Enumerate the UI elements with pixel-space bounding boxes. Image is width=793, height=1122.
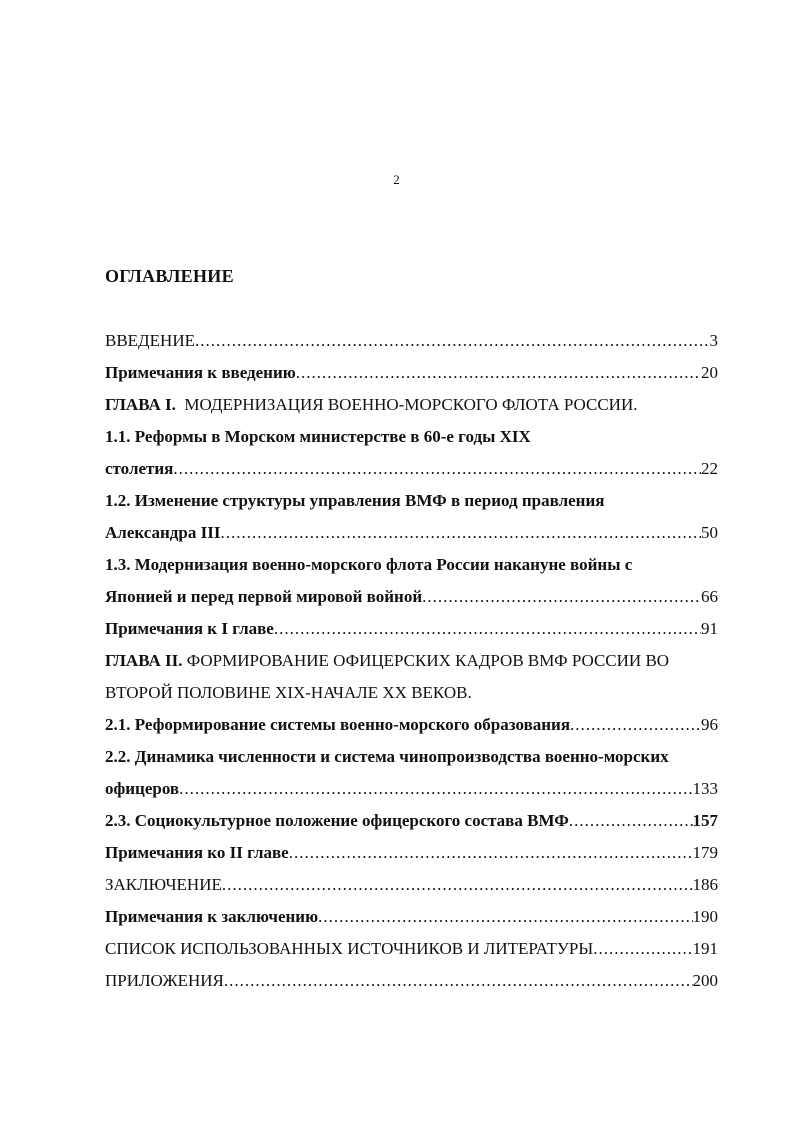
toc-entry-page: 190	[692, 907, 718, 926]
toc-entry-text: 2.2. Динамика численности и система чинопроизводства военно-морских	[105, 747, 669, 766]
toc-entry-page: 157	[692, 811, 718, 830]
toc-entry-intro	[105, 330, 718, 351]
toc-entry-appendices	[105, 970, 718, 991]
toc-entry-intro-notes	[105, 362, 718, 383]
toc-entry-text: ЗАКЛЮЧЕНИЕ	[105, 875, 222, 894]
toc-entry-page: 66	[701, 587, 718, 606]
toc-entry-page: 96	[701, 715, 718, 734]
dot-leader	[173, 458, 701, 479]
toc-entry-1-2-title	[105, 490, 718, 511]
dot-leader	[422, 586, 701, 607]
chapter-label: ГЛАВА II.	[105, 651, 183, 670]
toc-entry-2-1	[105, 714, 718, 735]
toc-entry-1-2	[105, 522, 718, 543]
toc-chapter-2	[105, 650, 718, 671]
page-number: 2	[393, 172, 400, 187]
toc-entry-1-1	[105, 458, 718, 479]
toc-entry-text: 1.3. Модернизация военно-морского флота России накануне войны с	[105, 555, 633, 574]
toc-entry-page: 179	[692, 843, 718, 862]
toc-chapter-2-line2	[105, 682, 718, 703]
toc-entry-text: офицеров	[105, 779, 180, 798]
toc-entry-2-3	[105, 810, 718, 831]
toc-entry-page: 50	[701, 523, 718, 542]
dot-leader	[179, 778, 692, 799]
toc-entry-ch1-notes	[105, 618, 718, 639]
toc-entry-conclusion	[105, 874, 718, 895]
dot-leader	[569, 810, 693, 831]
toc-entry-page: 200	[692, 971, 718, 990]
toc-entry-sources	[105, 938, 718, 959]
toc-entry-text: Примечания к заключению	[105, 907, 319, 926]
chapter-title: МОДЕРНИЗАЦИЯ ВОЕННО-МОРСКОГО ФЛОТА РОССИИ.	[184, 395, 638, 414]
toc-entry-page: 191	[692, 939, 718, 958]
toc-entry-ch2-notes	[105, 842, 718, 863]
toc-entry-page: 186	[692, 875, 718, 894]
chapter-title: ФОРМИРОВАНИЕ ОФИЦЕРСКИХ КАДРОВ ВМФ РОССИИ ВО	[186, 651, 670, 670]
toc-heading: ОГЛАВЛЕНИЕ	[105, 266, 234, 286]
toc-entry-text: 2.1. Реформирование системы военно-морского образования	[105, 715, 571, 734]
toc-entry-text: Примечания к введению	[105, 363, 296, 382]
toc-entry-text: 1.1. Реформы в Морском министерстве в 60-е годы XIX	[105, 427, 531, 446]
chapter-title: ВТОРОЙ ПОЛОВИНЕ XIX-НАЧАЛЕ XX ВЕКОВ.	[105, 683, 472, 702]
toc-entry-text: Примечания к I главе	[105, 619, 274, 638]
dot-leader	[195, 330, 710, 351]
toc-entry-text: ПРИЛОЖЕНИЯ	[105, 971, 224, 990]
dot-leader	[224, 970, 693, 991]
toc-entry-text: столетия	[105, 459, 174, 478]
toc-entry-page: 22	[701, 459, 718, 478]
dot-leader	[593, 938, 692, 959]
toc-entry-page: 3	[709, 331, 718, 350]
dot-leader	[296, 362, 701, 383]
dot-leader	[318, 906, 692, 927]
toc-entry-page: 91	[701, 619, 718, 638]
chapter-label: ГЛАВА I.	[105, 395, 176, 414]
table-of-contents	[105, 330, 718, 991]
dot-leader	[222, 874, 693, 895]
toc-entry-1-3-title	[105, 554, 718, 575]
toc-entry-2-2-title	[105, 746, 718, 767]
dot-leader	[289, 842, 693, 863]
toc-entry-text: 2.3. Социокультурное положение офицерского состава ВМФ	[105, 811, 569, 830]
toc-entry-text: 1.2. Изменение структуры управления ВМФ в период правления	[105, 491, 605, 510]
toc-entry-2-2	[105, 778, 718, 799]
toc-entry-text: Примечания ко II главе	[105, 843, 289, 862]
toc-entry-text: СПИСОК ИСПОЛЬЗОВАННЫХ ИСТОЧНИКОВ И ЛИТЕРАТУРЫ	[105, 939, 594, 958]
dot-leader	[220, 522, 701, 543]
toc-entry-page: 133	[692, 779, 718, 798]
toc-chapter-1	[105, 394, 718, 415]
dot-leader	[570, 714, 701, 735]
toc-entry-page: 20	[701, 363, 718, 382]
toc-entry-text: Александра III	[105, 523, 221, 542]
dot-leader	[274, 618, 701, 639]
toc-entry-1-3	[105, 586, 718, 607]
toc-entry-text: Японией и перед первой мировой войной	[105, 587, 423, 606]
toc-entry-text: ВВЕДЕНИЕ	[105, 331, 195, 350]
toc-entry-1-1-title	[105, 426, 718, 447]
toc-entry-conclusion-notes	[105, 906, 718, 927]
